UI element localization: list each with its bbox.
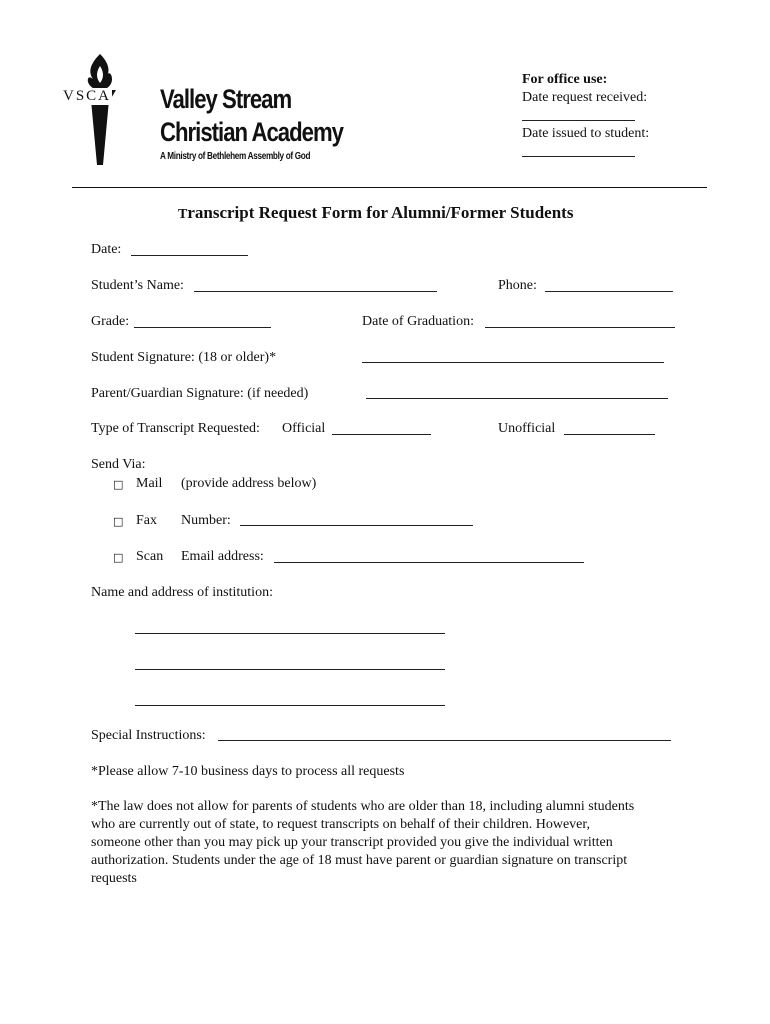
student-name-field[interactable] (194, 291, 437, 292)
fax-checkbox[interactable]: □ (113, 515, 124, 528)
graduation-date-label: Date of Graduation: (362, 314, 474, 329)
law-note-line: who are currently out of state, to request transcripts on behalf of their children. However, (91, 817, 590, 832)
law-note-line: requests (91, 871, 137, 886)
office-use-title: For office use: (522, 72, 608, 87)
special-instructions-label: Special Instructions: (91, 728, 206, 743)
grade-label: Grade: (91, 314, 130, 329)
date-received-line (522, 120, 635, 121)
parent-signature-label: Parent/Guardian Signature: (if needed) (91, 386, 309, 401)
date-issued-line (522, 156, 635, 157)
institution-line-3[interactable] (135, 705, 445, 706)
law-note-line: *The law does not allow for parents of students who are older than 18, including alumni students (91, 799, 635, 814)
graduation-date-field[interactable] (485, 327, 675, 328)
law-note-line: authorization. Students under the age of 18 must have parent or guardian signature on transcript (91, 853, 628, 868)
torch-icon (60, 52, 140, 167)
school-name-line1: Valley Stream (160, 84, 292, 114)
processing-note: *Please allow 7-10 business days to process all requests (91, 764, 405, 779)
fax-number-field[interactable] (240, 525, 473, 526)
date-issued-label: Date issued to student: (522, 126, 650, 141)
grade-field[interactable] (134, 327, 271, 328)
form-title-initial: T (178, 207, 188, 222)
institution-line-1[interactable] (135, 633, 445, 634)
date-label: Date: (91, 242, 122, 257)
transcript-type-label: Type of Transcript Requested: (91, 421, 260, 436)
scan-label: Scan (136, 549, 164, 564)
special-instructions-field[interactable] (218, 740, 671, 741)
official-label: Official (282, 421, 326, 436)
logo-letters: VSCA (63, 88, 112, 104)
mail-note: (provide address below) (181, 476, 317, 491)
law-note-line: someone other than you may pick up your transcript provided you give the individual written (91, 835, 613, 850)
email-field[interactable] (274, 562, 584, 563)
student-signature-field[interactable] (362, 362, 664, 363)
official-field[interactable] (332, 434, 431, 435)
fax-number-label: Number: (181, 513, 231, 528)
unofficial-field[interactable] (564, 434, 655, 435)
phone-label: Phone: (498, 278, 537, 293)
institution-line-2[interactable] (135, 669, 445, 670)
school-name-line2: Christian Academy (160, 117, 344, 147)
date-received-label: Date request received: (522, 90, 648, 105)
fax-label: Fax (136, 513, 157, 528)
student-name-label: Student’s Name: (91, 278, 184, 293)
phone-field[interactable] (545, 291, 673, 292)
parent-signature-field[interactable] (366, 398, 668, 399)
unofficial-label: Unofficial (498, 421, 556, 436)
institution-label: Name and address of institution: (91, 585, 273, 600)
form-title-text: ranscript Request Form for Alumni/Former Students (187, 203, 574, 222)
send-via-label: Send Via: (91, 457, 146, 472)
email-label: Email address: (181, 549, 264, 564)
mail-checkbox[interactable]: □ (113, 478, 124, 491)
law-note (91, 798, 691, 888)
date-field[interactable] (131, 255, 248, 256)
scan-checkbox[interactable]: □ (113, 551, 124, 564)
school-tagline: A Ministry of Bethlehem Assembly of God (160, 151, 311, 162)
header-divider (72, 187, 707, 188)
mail-label: Mail (136, 476, 163, 491)
form-title (178, 203, 573, 223)
student-signature-label: Student Signature: (18 or older)* (91, 350, 277, 365)
